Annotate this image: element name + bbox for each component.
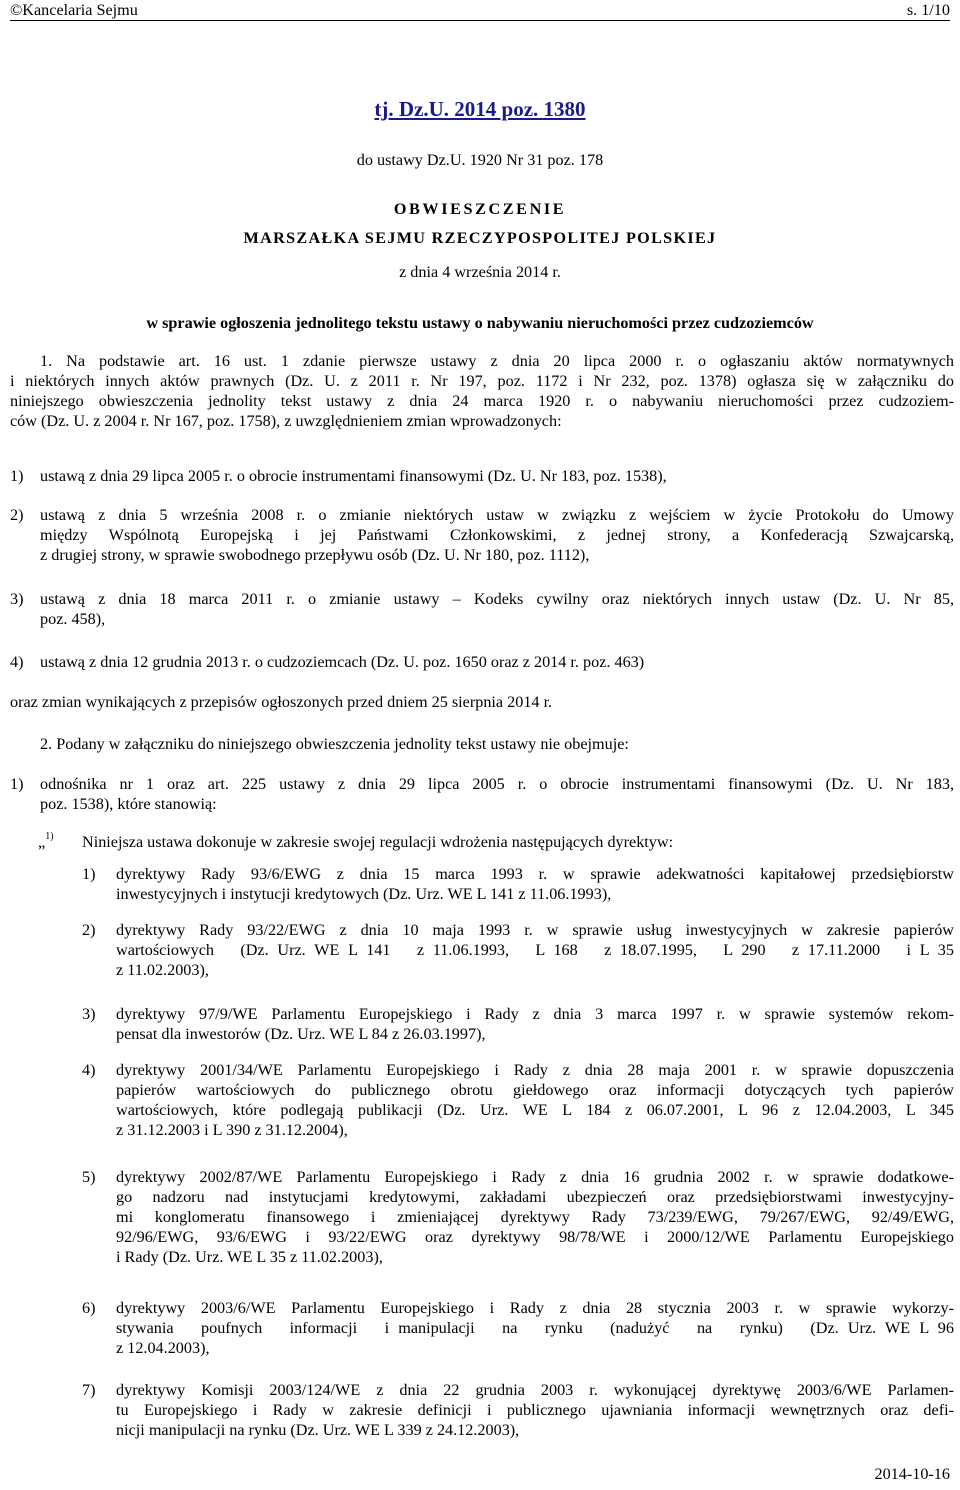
footnote-quote-mark (38, 832, 54, 852)
directive-number: 4) (82, 1061, 96, 1079)
page-header (10, 0, 950, 21)
amendment-line: między Wspólnotą Europejską i jej Państwami Członkowskimi, z jednej strony, a Konfederacją Szwajcarską, (40, 526, 954, 544)
paragraph-1 (10, 351, 954, 431)
directive-line: i Rady (Dz. Urz. WE L 35 z 11.02.2003), (116, 1248, 383, 1266)
paragraph-line: niniejszego obwieszczenia jednolity tekst ustawy z dnia 24 marca 1920 r. o nabywaniu nieruchomości przez cudzoziem- (10, 392, 954, 410)
directive-item (116, 1298, 954, 1358)
announcement-subject: w sprawie ogłoszenia jednolitego tekstu ustawy o nabywaniu nieruchomości przez cudzoziemców (146, 314, 814, 332)
amendment-number: 2) (10, 506, 24, 524)
directive-line: tu Europejskiego i Rady w zakresie definicji i publicznego ujawniania informacji wewnętrznych oraz defi- (116, 1401, 954, 1419)
directive-line: z 31.12.2003 i L 390 z 31.12.2004), (116, 1121, 348, 1139)
directive-line: papierów wartościowych do publicznego obrotu giełdowego oraz informacji dotyczących tych papierów (116, 1081, 954, 1099)
directive-item (116, 1167, 954, 1267)
directive-line: z 11.02.2003), (116, 961, 209, 979)
exclusion-line: poz. 1538), które stanowią: (40, 795, 217, 813)
directive-number: 7) (82, 1381, 96, 1399)
directive-line: go nadzoru nad instytucjami kredytowymi, zakładami ubezpieczeń oraz przedsiębiorstwami inwestycyjny- (116, 1188, 954, 1206)
directive-line: dyrektywy 2001/34/WE Parlamentu Europejskiego i Rady z dnia 28 maja 2001 r. w sprawie dopuszczenia (116, 1061, 954, 1079)
directive-line: nicji manipulacji na rynku (Dz. Urz. WE L 339 z 24.12.2003), (116, 1421, 520, 1439)
directive-line: z 12.04.2003), (116, 1339, 210, 1357)
amendment-item (40, 589, 954, 629)
directive-number: 6) (82, 1299, 96, 1317)
directive-line: dyrektywy 2003/6/WE Parlamentu Europejskiego i Rady z dnia 28 stycznia 2003 r. w sprawie wykorzy- (116, 1299, 954, 1317)
directive-line: dyrektywy Komisji 2003/124/WE z dnia 22 grudnia 2003 r. wykonującej dyrektywę 2003/6/WE Parlamen- (116, 1381, 954, 1399)
original-act-reference: do ustawy Dz.U. 1920 Nr 31 poz. 178 (356, 151, 604, 169)
directive-number: 1) (82, 865, 96, 883)
directive-item (116, 1060, 954, 1140)
footer-date: 2014-10-16 (874, 1465, 950, 1483)
amendment-line: ustawą z dnia 5 września 2008 r. o zmianie niektórych ustaw w związku z wejściem w życie Protokołu do Umowy (40, 506, 954, 524)
directive-line: dyrektywy 2002/87/WE Parlamentu Europejskiego i Rady z dnia 16 grudnia 2002 r. w sprawie dodatkowe- (116, 1168, 954, 1186)
exclusion-line: odnośnika nr 1 oraz art. 225 ustawy z dnia 29 lipca 2005 r. o obrocie instrumentami finansowymi (Dz. U. Nr 183, (40, 775, 954, 793)
directive-item (116, 1004, 954, 1044)
directive-line: 92/96/EWG, 93/6/EWG i 93/22/EWG oraz dyrektywy 98/78/WE i 2000/12/WE Parlamentu Europejskiego (116, 1228, 954, 1246)
amendment-line: ustawą z dnia 12 grudnia 2013 r. o cudzoziemcach (Dz. U. poz. 1650 oraz z 2014 r. poz. 463) (40, 653, 645, 671)
paragraph-2 (10, 734, 954, 754)
directive-line: wartościowych (Dz. Urz. WE L 141 z 11.06.1993, L 168 z 18.07.1995, L 290 z 17.11.2000 i L 35 (116, 941, 954, 959)
amendment-line: poz. 458), (40, 610, 106, 628)
header-page-number: s. 1/10 (906, 1, 950, 19)
directive-number: 5) (82, 1168, 96, 1186)
exclusion-item (40, 774, 954, 814)
announcement-heading: OBWIESZCZENIE (393, 200, 567, 218)
paragraph-oraz: oraz zmian wynikających z przepisów ogłoszonych przed dniem 25 sierpnia 2014 r. (10, 693, 553, 711)
amendment-line: ustawą z dnia 29 lipca 2005 r. o obrocie instrumentami finansowymi (Dz. U. Nr 183, poz. 1538), (40, 467, 667, 485)
directive-item (116, 1380, 954, 1440)
header-publisher: ©Kancelaria Sejmu (10, 1, 138, 19)
directive-number: 2) (82, 921, 96, 939)
amendment-item (40, 652, 954, 672)
footnote-marker: 1) (45, 831, 54, 842)
amendment-number: 1) (10, 467, 24, 485)
amendment-line: z drugiej strony, w sprawie swobodnego przepływu osób (Dz. U. Nr 180, poz. 1112), (40, 546, 590, 564)
amendment-item (40, 466, 954, 486)
directive-number: 3) (82, 1005, 96, 1023)
document-reference-link[interactable]: tj. Dz.U. 2014 poz. 1380 (374, 97, 586, 121)
paragraph-line: 1. Na podstawie art. 16 ust. 1 zdanie pierwsze ustawy z dnia 20 lipca 2000 r. o ogłaszaniu aktów normatywnych (40, 352, 954, 370)
paragraph-line: ców (Dz. U. z 2004 r. Nr 167, poz. 1758), z uwzględnieniem zmian wprowadzonych: (10, 412, 562, 430)
amendment-line: ustawą z dnia 18 marca 2011 r. o zmianie ustawy – Kodeks cywilny oraz niektórych innych ustaw (Dz. U. Nr 85, (40, 590, 954, 608)
exclusion-number: 1) (10, 775, 24, 793)
directive-line: dyrektywy Rady 93/6/EWG z dnia 15 marca 1993 r. w sprawie adekwatności kapitałowej przedsiębiorstw (116, 865, 954, 883)
directive-line: inwestycyjnych i instytucji kredytowych (Dz. Urz. WE L 141 z 11.06.1993), (116, 885, 612, 903)
amendment-number: 3) (10, 590, 24, 608)
quote-open-mark: „ (38, 833, 46, 851)
directive-line: wartościowych, które podlegają publikacji (Dz. Urz. WE L 184 z 06.07.2001, L 96 z 12.04.2003, L 345 (116, 1101, 954, 1119)
directive-line: dyrektywy Rady 93/22/EWG z dnia 10 maja 1993 r. w sprawie usług inwestycyjnych w zakresie papierów (116, 921, 954, 939)
directive-item (116, 864, 954, 904)
paragraph-line: i niektórych innych aktów prawnych (Dz. U. z 2011 r. Nr 197, poz. 1172 i Nr 232, poz. 1378) ogłasza się w załączniku do (10, 372, 954, 390)
directive-line: dyrektywy 97/9/WE Parlamentu Europejskiego i Rady z dnia 3 marca 1997 r. w sprawie systemów rekom- (116, 1005, 954, 1023)
footnote-text: Niniejsza ustawa dokonuje w zakresie swojej regulacji wdrożenia następujących dyrektyw: (82, 833, 674, 851)
amendment-item (40, 505, 954, 565)
directive-line: stywania poufnych informacji i manipulacji na rynku (nadużyć na rynku) (Dz. Urz. WE L 96 (116, 1319, 954, 1337)
announcement-date: z dnia 4 września 2014 r. (399, 263, 561, 281)
issuer-heading: MARSZAŁKA SEJMU RZECZYPOSPOLITEJ POLSKIEJ (243, 229, 717, 247)
directive-line: mi konglomeratu finansowego i zmieniającej dyrektywy Rady 73/239/EWG, 79/267/EWG, 92/49/EWG, (116, 1208, 954, 1226)
directive-item (116, 920, 954, 980)
amendment-number: 4) (10, 653, 24, 671)
directive-line: pensat dla inwestorów (Dz. Urz. WE L 84 z 26.03.1997), (116, 1025, 486, 1043)
paragraph-line: 2. Podany w załączniku do niniejszego obwieszczenia jednolity tekst ustawy nie obejmuje: (40, 735, 629, 753)
